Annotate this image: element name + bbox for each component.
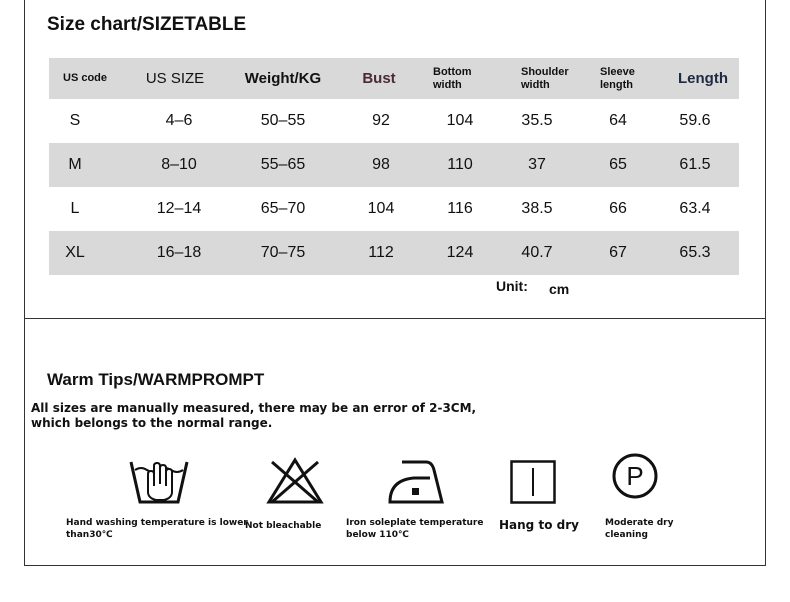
cell-weight: 65–70 [260,200,306,217]
size-table [49,58,739,275]
caption-line: Hand washing temperature is lower [66,518,248,528]
caption-line: Iron soleplate temperature [346,518,484,528]
unit-value: cm [549,281,570,297]
cell-sleeve-length: 66 [609,200,627,217]
table-row [49,187,739,231]
section-divider [24,318,765,319]
table-row [49,143,739,187]
cell-shoulder-width: 38.5 [521,200,553,217]
svg-text:P: P [626,461,644,491]
cell-bust: 98 [372,156,390,173]
cell-bottom-width: 124 [446,244,474,261]
cell-us-size: 12–14 [156,200,202,217]
cell-length: 65.3 [679,244,711,261]
cell-length: 61.5 [679,156,711,173]
note-line-2: which belongs to the normal range. [31,416,273,430]
iron-caption [346,517,483,541]
header-us-code: US code [63,72,108,84]
cell-us-code: L [70,200,80,217]
cell-us-code: XL [65,244,85,261]
dry-clean-icon [611,452,659,500]
cell-bottom-width: 110 [447,156,473,173]
caption-line: Not bleachable [245,521,322,531]
cell-weight: 55–65 [260,156,306,173]
cell-sleeve-length: 65 [609,156,627,173]
cell-length: 63.4 [679,200,711,217]
cell-us-size: 16–18 [156,244,202,261]
cell-bust: 92 [372,112,390,129]
cell-bust: 104 [367,200,395,217]
caption-line: cleaning [605,530,648,540]
table-row [49,231,739,275]
table-header-row [49,58,739,99]
hand-wash-icon [128,456,190,506]
caption-line: than30℃ [66,530,113,540]
caption-line: below 110℃ [346,530,409,540]
iron-icon [388,456,444,506]
note-line-1: All sizes are manually measured, there may be an error of 2-3CM, [31,401,477,415]
measurement-note [31,401,476,431]
not-bleachable-caption [245,520,321,532]
not-bleachable-icon [266,456,324,506]
cell-us-size: 8–10 [161,156,197,173]
table-row [49,99,739,143]
hang-dry-icon [510,460,556,504]
cell-us-code: M [68,156,82,173]
header-length: Length [678,70,728,87]
cell-weight: 70–75 [260,244,306,261]
header-bottom-width: Bottom width [433,65,472,91]
cell-bottom-width: 104 [446,112,474,129]
cell-sleeve-length: 67 [609,244,627,261]
header-shoulder-width: Shoulder width [521,65,569,91]
cell-us-size: 4–6 [165,112,193,129]
unit-label: Unit: [496,278,528,294]
caption-line: Hang to dry [499,518,579,532]
dry-clean-caption [605,517,673,541]
cell-shoulder-width: 40.7 [521,244,553,261]
size-chart-title: Size chart/SIZETABLE [47,14,247,35]
warm-tips-title: Warm Tips/WARMPROMPT [47,370,265,389]
cell-shoulder-width: 37 [528,156,546,173]
cell-sleeve-length: 64 [609,112,627,129]
cell-bust: 112 [368,244,394,261]
cell-bottom-width: 116 [447,200,473,217]
caption-line: Moderate dry [605,518,674,528]
header-weight: Weight/KG [244,70,322,87]
header-us-size: US SIZE [145,70,205,87]
hand-wash-caption [66,517,248,541]
hang-dry-caption [499,519,579,531]
cell-weight: 50–55 [260,112,306,129]
cell-shoulder-width: 35.5 [521,112,553,129]
cell-us-code: S [69,112,81,129]
cell-length: 59.6 [679,112,711,129]
header-sleeve-length: Sleeve length [600,65,635,91]
header-bust: Bust [362,70,396,87]
